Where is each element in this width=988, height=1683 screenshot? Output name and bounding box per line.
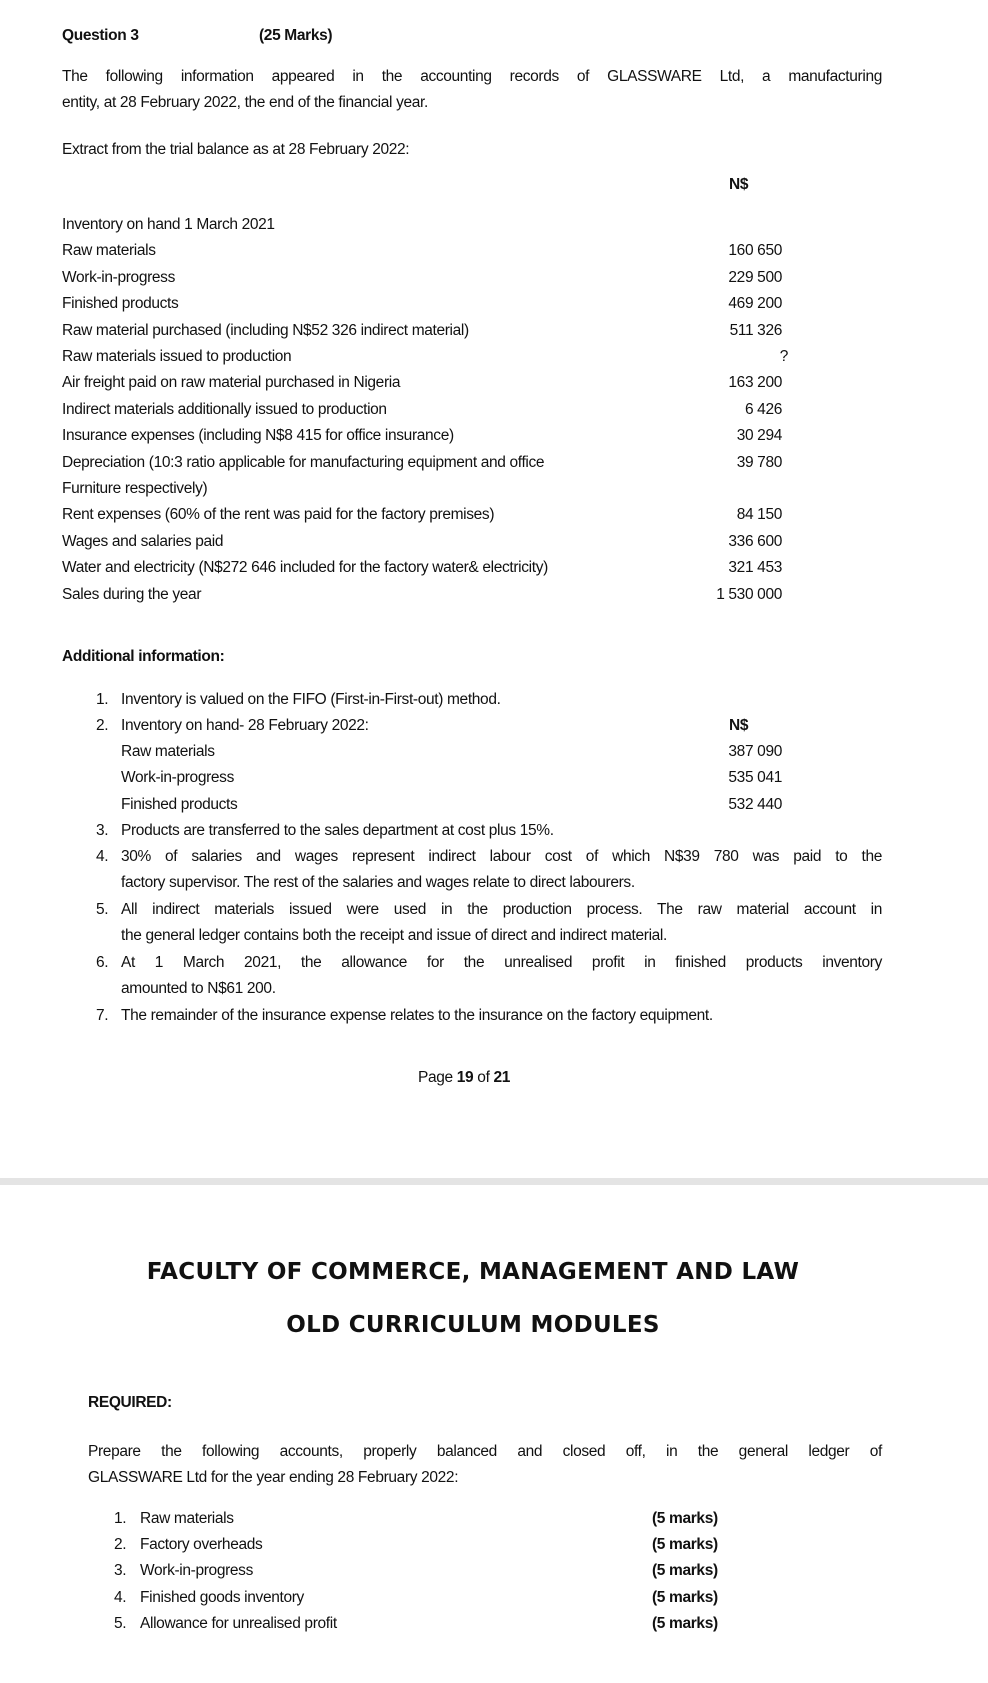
trial-balance-label: Insurance expenses (including N$8 415 for office insurance) (62, 427, 454, 445)
question-title: Question 3 (62, 27, 139, 44)
list-item-text: Products are transferred to the sales department at cost plus 15%. (121, 822, 554, 839)
of-word: of (477, 1069, 490, 1086)
list-number: 5. (96, 901, 109, 918)
page-total: 21 (493, 1069, 511, 1086)
closing-inventory-label: Finished products (121, 795, 238, 813)
account-number: 5. (114, 1614, 127, 1632)
closing-currency-header: N$ (729, 717, 749, 734)
trial-balance-label: Air freight paid on raw material purchased in Nigeria (62, 374, 401, 392)
trial-balance-label: Raw materials (62, 242, 156, 260)
account-label: Raw materials (140, 1510, 234, 1527)
page-word: Page (418, 1069, 453, 1086)
trial-balance-amount: 160 650 (728, 242, 782, 260)
account-marks: (5 marks) (652, 1536, 718, 1554)
trial-balance-amount: 511 326 (729, 321, 782, 339)
page-divider (0, 1178, 988, 1185)
closing-inventory-amount: 535 041 (728, 769, 782, 787)
trial-balance-amount: 469 200 (728, 295, 782, 313)
list-number: 6. (96, 954, 109, 971)
list-item-text: amounted to N$61 200. (121, 980, 276, 998)
list-number: 4. (96, 848, 109, 865)
account-marks: (5 marks) (652, 1588, 718, 1606)
closing-inventory-amount: 532 440 (728, 795, 782, 813)
trial-balance-amount: 39 780 (736, 453, 782, 471)
account-label: Factory overheads (140, 1536, 263, 1554)
trial-balance-amount: 30 294 (736, 427, 782, 445)
closing-inventory-label: Work-in-progress (121, 769, 234, 787)
account-label: Work-in-progress (140, 1562, 253, 1580)
trial-balance-label: Rent expenses (60% of the rent was paid for the factory premises) (62, 506, 495, 524)
account-marks: (5 marks) (652, 1614, 718, 1632)
closing-inventory-label: Raw materials (121, 743, 215, 760)
list-item-text: All indirect materials issued were used in the production process. The raw material account in (121, 901, 882, 918)
trial-balance-label: Indirect materials additionally issued to production (62, 400, 387, 418)
account-label: Finished goods inventory (140, 1588, 304, 1606)
trial-balance-label: Wages and salaries paid (62, 532, 224, 550)
list-item-text: The remainder of the insurance expense relates to the insurance on the factory equipment. (121, 1007, 713, 1024)
trial-balance-amount: 1 530 000 (716, 585, 782, 603)
account-marks: (5 marks) (652, 1510, 718, 1527)
list-number: 3. (96, 822, 109, 839)
trial-balance-amount: ? (779, 348, 788, 365)
trial-balance-label: Finished products (62, 295, 179, 313)
list-number: 2. (96, 717, 109, 734)
closing-inventory-amount: 387 090 (728, 743, 782, 760)
trial-balance-label: Furniture respectively) (62, 480, 208, 497)
account-marks: (5 marks) (652, 1562, 718, 1580)
page-number: 19 (456, 1069, 474, 1086)
required-heading: REQUIRED: (88, 1394, 172, 1411)
trial-balance-amount: 163 200 (728, 374, 782, 392)
account-number: 2. (114, 1536, 127, 1554)
instruction-line-2: GLASSWARE Ltd for the year ending 28 February 2022: (88, 1469, 459, 1486)
trial-balance-amount: 6 426 (744, 400, 782, 418)
list-item-text: 30% of salaries and wages represent indirect labour cost of which N$39 780 was paid to the (121, 848, 882, 865)
account-number: 3. (114, 1562, 127, 1580)
list-number: 1. (96, 691, 109, 708)
list-item-text: factory supervisor. The rest of the salaries and wages relate to direct labourers. (121, 874, 635, 892)
instruction-line-1: Prepare the following accounts, properly balanced and closed off, in the general ledger of (88, 1443, 882, 1460)
trial-balance-label: Sales during the year (62, 585, 202, 603)
account-label: Allowance for unrealised profit (140, 1614, 337, 1632)
intro-line-2: entity, at 28 February 2022, the end of the financial year. (62, 94, 428, 111)
trial-balance-amount: 321 453 (728, 559, 782, 577)
faculty-heading: FACULTY OF COMMERCE, MANAGEMENT AND LAW (146, 1259, 800, 1285)
trial-balance-label: Inventory on hand 1 March 2021 (62, 216, 275, 233)
list-item-text: At 1 March 2021, the allowance for the unrealised profit in finished products inventory (121, 954, 882, 971)
trial-balance-label: Work-in-progress (62, 268, 175, 286)
list-item-text: the general ledger contains both the receipt and issue of direct and indirect material. (121, 927, 667, 945)
curriculum-heading: OLD CURRICULUM MODULES (286, 1312, 660, 1338)
trial-balance-amount: 229 500 (728, 268, 782, 286)
trial-balance-label: Water and electricity (N$272 646 included for the factory water& electricity) (62, 559, 548, 577)
trial-balance-label: Raw material purchased (including N$52 326 indirect material) (62, 321, 469, 339)
extract-title: Extract from the trial balance as at 28 February 2022: (62, 141, 410, 158)
page-footer (418, 1068, 510, 1088)
additional-info-title: Additional information: (62, 648, 225, 665)
currency-header: N$ (729, 176, 749, 193)
list-item-text: Inventory is valued on the FIFO (First-in-First-out) method. (121, 691, 501, 708)
trial-balance-amount: 336 600 (728, 532, 782, 550)
trial-balance-label: Depreciation (10:3 ratio applicable for manufacturing equipment and office (62, 453, 545, 471)
list-number: 7. (96, 1007, 109, 1024)
list-item-text: Inventory on hand- 28 February 2022: (121, 717, 369, 734)
account-number: 4. (114, 1588, 127, 1606)
trial-balance-label: Raw materials issued to production (62, 348, 292, 365)
intro-line-1: The following information appeared in the accounting records of GLASSWARE Ltd, a manufacturing (62, 68, 882, 85)
account-number: 1. (114, 1510, 127, 1527)
trial-balance-amount: 84 150 (736, 506, 782, 524)
question-marks: (25 Marks) (259, 27, 333, 44)
